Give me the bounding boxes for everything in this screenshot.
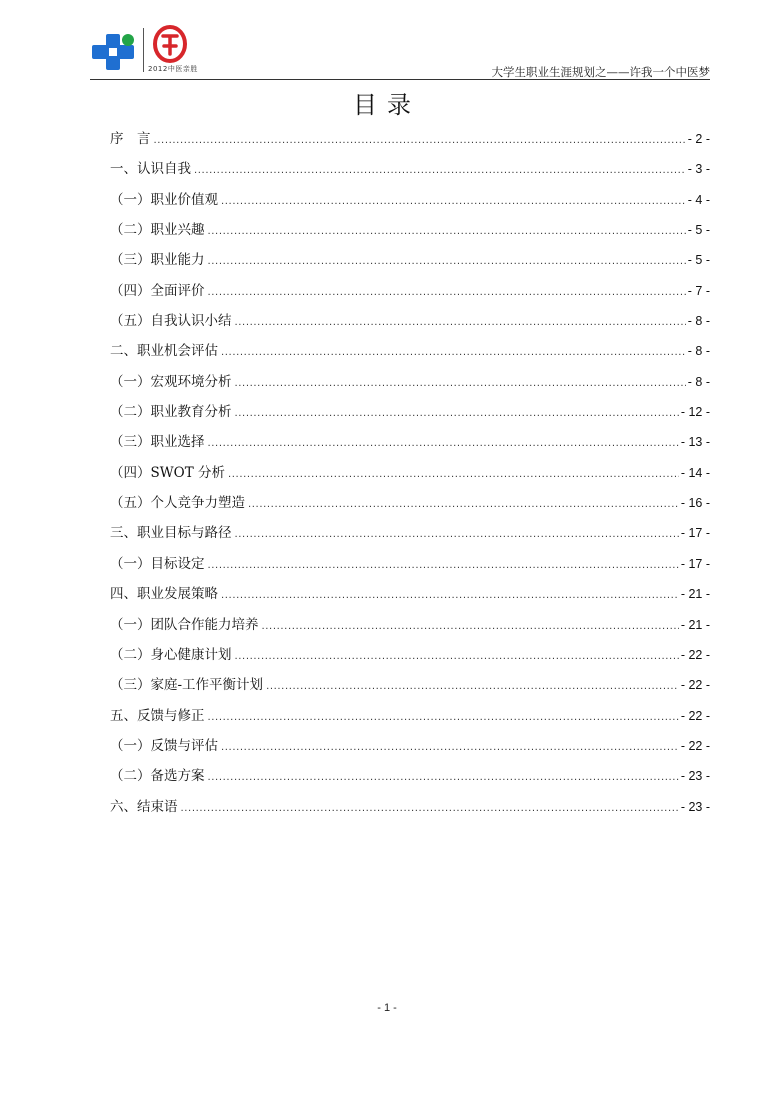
toc-dot-leader: [208, 278, 686, 308]
toc-dot-leader: [208, 703, 679, 733]
toc-entry-label: （二）备选方案: [110, 768, 205, 785]
toc-dot-leader: [228, 460, 679, 490]
toc-entry-page: - 2 -: [687, 132, 710, 146]
header-rule: [90, 79, 710, 80]
toc-dot-leader: [221, 581, 679, 611]
toc-entry-label: （一）反馈与评估: [110, 737, 218, 754]
toc-entry-label: （三）职业选择: [110, 434, 205, 451]
toc-entry-label: （二）职业兴趣: [110, 222, 205, 239]
toc-entry[interactable]: [110, 670, 710, 700]
medical-cross-logo-icon: [90, 32, 138, 72]
toc-dot-leader: [235, 642, 679, 672]
toc-entry-page: - 23 -: [680, 799, 710, 814]
toc-entry[interactable]: [110, 731, 710, 761]
toc-entry-label: （二）职业教育分析: [110, 404, 232, 421]
table-of-contents: [110, 124, 710, 822]
toc-entry[interactable]: [110, 154, 710, 184]
toc-entry[interactable]: [110, 215, 710, 245]
toc-entry-page: - 16 -: [680, 496, 710, 511]
toc-entry-page: - 12 -: [680, 405, 710, 420]
toc-dot-leader: [208, 551, 679, 581]
toc-entry-page: - 8 -: [687, 314, 710, 329]
toc-entry-page: - 23 -: [680, 769, 710, 784]
toc-entry-page: - 4 -: [687, 192, 710, 207]
toc-entry-label: （四）SWOT 分析: [110, 464, 225, 481]
toc-entry-page: - 5 -: [687, 253, 710, 268]
toc-dot-leader: [248, 490, 679, 520]
toc-entry[interactable]: [110, 276, 710, 306]
toc-entry[interactable]: [110, 792, 710, 822]
toc-entry-label: （五）个人竞争力塑造: [110, 495, 245, 512]
toc-dot-leader: [181, 794, 679, 824]
toc-entry[interactable]: [110, 640, 710, 670]
toc-entry-label: （三）家庭-工作平衡计划: [110, 677, 264, 694]
toc-entry-page: - 17 -: [680, 526, 710, 541]
toc-entry[interactable]: [110, 549, 710, 579]
toc-title: 目录: [353, 91, 421, 119]
toc-dot-leader: [208, 217, 686, 247]
toc-entry-page: - 7 -: [687, 283, 710, 298]
toc-entry[interactable]: [110, 427, 710, 457]
toc-entry-label: 一、认识自我: [110, 161, 191, 178]
footer-page-number: - 1 -: [377, 1002, 397, 1014]
toc-entry-label: （一）目标设定: [110, 555, 205, 572]
toc-entry-label: 三、职业目标与路径: [110, 525, 232, 542]
toc-dot-leader: [208, 247, 686, 277]
toc-entry[interactable]: [110, 185, 710, 215]
toc-entry[interactable]: [110, 367, 710, 397]
toc-entry[interactable]: [110, 579, 710, 609]
toc-entry-page: - 22 -: [680, 738, 710, 753]
toc-entry-label: （一）职业价值观: [110, 191, 218, 208]
toc-entry-page: - 22 -: [680, 708, 710, 723]
toc-entry[interactable]: [110, 397, 710, 427]
toc-entry[interactable]: [110, 336, 710, 366]
toc-entry-label: （一）宏观环境分析: [110, 373, 232, 390]
toc-entry[interactable]: [110, 306, 710, 336]
toc-entry-label: 序 言: [110, 131, 151, 147]
toc-dot-leader: [235, 520, 679, 550]
logo-caption: 2012中医亲胜: [148, 65, 198, 73]
toc-dot-leader: [235, 308, 686, 338]
toc-entry-label: 四、职业发展策略: [110, 586, 218, 603]
toc-dot-leader: [221, 338, 686, 368]
toc-dot-leader: [235, 369, 686, 399]
toc-entry-page: - 22 -: [680, 647, 710, 662]
toc-dot-leader: [194, 156, 686, 186]
header-title: 大学生职业生涯规划之——许我一个中医梦: [491, 65, 710, 79]
toc-entry-page: - 21 -: [680, 617, 710, 632]
toc-dot-leader: [235, 399, 679, 429]
toc-entry-page: - 5 -: [687, 223, 710, 238]
page-header: [90, 22, 710, 80]
toc-dot-leader: [208, 763, 679, 793]
toc-entry-page: - 14 -: [680, 465, 710, 480]
toc-entry-page: - 21 -: [680, 587, 710, 602]
toc-entry[interactable]: [110, 458, 710, 488]
toc-entry-page: - 8 -: [687, 374, 710, 389]
toc-entry[interactable]: [110, 124, 710, 154]
toc-entry[interactable]: [110, 488, 710, 518]
toc-entry-label: （二）身心健康计划: [110, 646, 232, 663]
toc-dot-leader: [266, 672, 679, 702]
toc-entry-page: - 13 -: [680, 435, 710, 450]
toc-entry[interactable]: [110, 518, 710, 548]
toc-entry[interactable]: [110, 761, 710, 791]
toc-dot-leader: [221, 733, 679, 763]
toc-entry-label: （五）自我认识小结: [110, 313, 232, 330]
toc-entry-page: - 3 -: [687, 162, 710, 177]
toc-dot-leader: [154, 126, 686, 156]
toc-entry[interactable]: [110, 610, 710, 640]
toc-entry-label: 五、反馈与修正: [110, 707, 205, 724]
red-seal-emblem-icon: [152, 24, 188, 64]
toc-entry-page: - 17 -: [680, 556, 710, 571]
toc-entry-label: 六、结束语: [110, 798, 178, 815]
toc-entry-label: （一）团队合作能力培养: [110, 616, 259, 633]
toc-entry[interactable]: [110, 701, 710, 731]
logo-divider: [143, 28, 144, 72]
toc-dot-leader: [262, 612, 679, 642]
toc-entry-page: - 22 -: [680, 678, 710, 693]
toc-entry[interactable]: [110, 245, 710, 275]
toc-entry-page: - 8 -: [687, 344, 710, 359]
toc-entry-label: （三）职业能力: [110, 252, 205, 269]
toc-dot-leader: [208, 429, 679, 459]
toc-entry-label: 二、职业机会评估: [110, 343, 218, 360]
toc-dot-leader: [221, 187, 686, 217]
toc-entry-label: （四）全面评价: [110, 282, 205, 299]
